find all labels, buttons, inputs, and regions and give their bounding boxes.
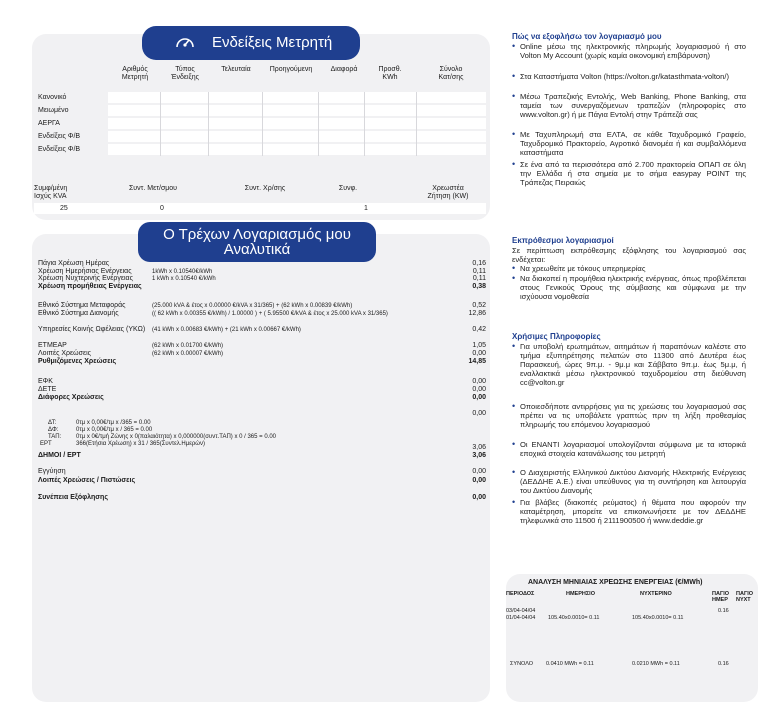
account-line-detail: (25.000 kVA & έτος x 0.00000 €/kVA x 31/365) + (62 kWh x 0.00839 €/kWh) [152, 303, 353, 309]
meter-header: Τελευταία [221, 66, 251, 73]
municipal-formula: 0τμ x 0,00€/τμ x / 365 = 0.00 [76, 427, 153, 433]
info-item: Για βλάβες (διακοπές ρεύματος) ή θέματα που αφορούν την καταμέτρηση, μπορείτε να επικοινωνήσετε με τον ΔΕΔΔΗΕ τηλεφωνικά στο 11500 ή 2111900500 ή www.deddie.gr [520, 498, 746, 525]
bullet-icon: • [512, 263, 516, 273]
account-summary-label: Συνέπεια Εξόφλησης [38, 494, 108, 501]
meter-row-cells [108, 144, 486, 155]
meter-row-cells [108, 92, 486, 103]
meter-grid-line [364, 92, 365, 156]
bullet-icon: • [512, 91, 516, 101]
account-line-value: 0,00 [472, 394, 486, 401]
monthly-period: 03/04-04/04 [506, 608, 536, 614]
account-summary-value: 0,00 [472, 494, 486, 501]
meter-bottom-header: Συνφ. [338, 185, 358, 192]
meter-header: Διαφορά [330, 66, 358, 73]
meter-grid-line [208, 92, 209, 156]
municipal-formula: 0τμ x 0,00€/τμ x /365 = 0.00 [76, 420, 151, 426]
municipal-formula: 366(Ετήσια Χρέωση) x 31 / 365(Συντελ.Ημερών) [76, 441, 205, 447]
account-line-value: 0,00 [472, 350, 486, 357]
monthly-night: 105.40x0.0010= 0.11 [632, 615, 684, 621]
meter-header: Αριθμός Μετρητή [121, 66, 149, 81]
account-summary-value: 0,00 [472, 468, 486, 475]
pay-item: Online μέσω της ηλεκτρονικής πληρωμής λογαριασμού ή στο Volton My Account (χωρίς καμία οικονομική επιβάρυνση) [520, 42, 746, 60]
account-line-value: 0,16 [472, 260, 486, 267]
municipal-code: ΔΦ: [48, 427, 59, 433]
account-summary-value: 3,06 [472, 452, 486, 459]
meter-header: Προηγούμενη [269, 66, 313, 73]
monthly-header: ΠΑΓΙΟ ΝΥΧΤ [736, 591, 754, 603]
info-item: Οποιεσδήποτε αντιρρήσεις για τις χρεώσεις του λογαριασμού σας πρέπει να τις υποβάλετε γραπτώς πριν τη λήξη προθεσμίας πληρωμής του επόμενου λογαριασμού [520, 402, 746, 429]
meter-bottom-header: Συντ. Χρ/σης [244, 185, 286, 192]
account-line-label: ΕΤΜΕΑΡ [38, 342, 67, 349]
meter-row-cells [108, 105, 486, 116]
account-title: Ο Τρέχων Λογαριασμός μου Αναλυτικά [163, 226, 351, 258]
info-item: Ο Διαχειριστής Ελληνικού Δικτύου Διανομής Ηλεκτρικής Ενέργειας (ΔΕΔΔΗΕ Α.Ε.) είναι υπεύθυνος για τη συντήρηση και λειτουργία του Δικτύου Διανομής [520, 468, 746, 495]
meter-bottom-value: 1 [364, 205, 368, 212]
monthly-total-fixed: 0.16 [718, 661, 729, 667]
municipal-code: ΔΤ: [48, 420, 57, 426]
overdue-title: Εκπρόθεσμοι λογαριασμοί [512, 236, 614, 245]
overdue-intro: Σε περίπτωση εκπρόθεσμης εξόφλησης του λογαριασμού σας ενδέχεται: [512, 246, 746, 264]
bullet-icon: • [512, 401, 516, 411]
account-line-detail: (41 kWh x 0.00683 €/kWh) + (21 kWh x 0.00667 €/kWh) [152, 327, 301, 333]
meter-title-pill [142, 26, 360, 60]
account-line-value: 0,11 [472, 268, 486, 275]
bullet-icon: • [512, 497, 516, 507]
municipal-formula: 0τμ x 0€/τμή Ζώνης x 0(παλαιότητα) x 0,000000(συντ.ΤΑΠ) x 0 / 365 = 0.00 [76, 434, 276, 440]
account-line-label: ΕΦΚ [38, 378, 53, 385]
account-line-label: Χρέωση Νυχτερινής Ενέργειας [38, 275, 133, 282]
pay-item: Στα Καταστήματα Volton (https://volton.gr/katasthmata-volton/) [520, 72, 730, 81]
meter-row-label: Μειωμένο [38, 107, 69, 114]
account-line-label: Εθνικό Σύστημα Διανομής [38, 310, 119, 317]
account-line-label: Λοιπές Χρεώσεις [38, 350, 91, 357]
bullet-icon: • [512, 273, 516, 283]
account-line-value: 14,85 [468, 358, 486, 365]
monthly-period: 01/04-04/04 [506, 615, 536, 621]
account-summary-value: 0,00 [472, 477, 486, 484]
ert-value: 3,06 [472, 444, 486, 451]
bullet-icon: • [512, 467, 516, 477]
meter-row-cells [108, 118, 486, 129]
pay-item: Με Ταχυπληρωμή στα ΕΛΤΑ, σε κάθε Ταχυδρομικό Γραφείο, Ταχυδρομικό Πρακτορείο, Αγροτικό διανομέα ή και συμβαλλόμενα καταστήματα [520, 130, 746, 157]
account-line-detail: (( 62 kWh x 0.00355 €/kWh) / 1.00000 ) + ( 5.95500 €/kVA & έτος x 25.000 kVA x 31/365) [152, 311, 388, 317]
meter-bottom-cells [34, 203, 486, 214]
info-title: Χρήσιμες Πληροφορίες [512, 332, 601, 341]
pay-item: Σε ένα από τα περισσότερα από 2.700 πρακτορεία ΟΠΑΠ σε όλη την Ελλάδα ή στα σημεία με το σήμα easypay POINT της Τράπεζας Πειραιώς [520, 160, 746, 187]
account-title-pill [138, 222, 376, 262]
account-line-value: 0,42 [472, 326, 486, 333]
meter-title: Ενδείξεις Μετρητή [212, 34, 333, 51]
monthly-header: ΠΑΓΙΟ ΗΜΕΡ [712, 591, 730, 603]
account-line-value: 0,52 [472, 302, 486, 309]
account-line-detail: 1 kWh x 0.10540 €/kWh [152, 276, 216, 282]
overdue-item: Να χρεωθείτε με τόκους υπερημερίας [520, 264, 646, 273]
meter-grid-line [416, 92, 417, 156]
monthly-total-label: ΣΥΝΟΛΟ [510, 661, 534, 667]
monthly-total-night: 0.0210 MWh = 0.11 [632, 661, 680, 667]
account-summary-label: ΔΗΜΟΙ / ΕΡΤ [38, 452, 81, 459]
bullet-icon: • [512, 341, 516, 351]
account-line-value: 1,05 [472, 342, 486, 349]
account-line-label: Υπηρεσίες Κοινής Ωφέλειας (ΥΚΩ) [38, 326, 146, 333]
meter-header: Σύνολο Κατ/σης [438, 66, 464, 81]
bullet-icon: • [512, 159, 516, 169]
monthly-fixed: 0.16 [718, 608, 729, 614]
meter-row-label: Ενδείξεις Φ/Β [38, 146, 81, 153]
meter-grid-line [160, 92, 161, 156]
meter-header: Τύπος Ένδειξης [171, 66, 199, 81]
account-line-value: 0,11 [472, 275, 486, 282]
account-line-label: Πάγια Χρέωση Ημέρας [38, 260, 110, 267]
account-line-detail: 1kWh x 0.10540€/kWh [152, 269, 213, 275]
account-line-label: Ρυθμιζόμενες Χρεώσεις [38, 358, 117, 365]
meter-row-label: Ενδείξεις Φ/Β [38, 133, 81, 140]
municipal-code: ΤΑΠ: [48, 434, 62, 440]
bullet-icon: • [512, 41, 516, 51]
meter-bottom-value: 25 [60, 205, 68, 212]
meter-grid-line [262, 92, 263, 156]
municipal-code: ΕΡΤ [40, 441, 52, 447]
bullet-icon: • [512, 71, 516, 81]
monthly-day: 105.40x0.0010= 0.11 [548, 615, 600, 621]
monthly-header: ΠΕΡΙΟΔΟΣ [506, 591, 535, 597]
info-item: Οι ΕΝΑΝΤΙ λογαριασμοί υπολογίζονται σύμφωνα με τα ιστορικά εποχικά στοιχεία κατανάλωσης του μετρητή [520, 440, 746, 458]
gauge-icon [174, 32, 196, 54]
meter-bottom-header: Συντ. Μετ/σμου [128, 185, 178, 192]
account-line-value: 0,00 [472, 410, 486, 417]
monthly-header: ΝΥΧΤΕΡΙΝΟ [640, 591, 672, 597]
info-item: Για υποβολή ερωτημάτων, αιτημάτων ή παραπόνων καλέστε στο τμήμα εξυπηρέτησης πελατών στο 11300 από Δευτέρα έως Παρασκευή, ώρες 9π.μ. - 9μ.μ και Σάββατο 9π.μ. έως 5μ.μ, ή εναλλακτικά μέσω ηλεκτρονικού ταχυδρομείου στη διεύθυνση cc@volton.gr [520, 342, 746, 387]
account-line-label: Χρέωση Ημερήσιας Ενέργειας [38, 268, 132, 275]
meter-header: Προσθ. KWh [378, 66, 402, 81]
bullet-icon: • [512, 439, 516, 449]
monthly-total-day: 0.0410 MWh = 0.11 [546, 661, 594, 667]
account-line-value: 0,38 [472, 283, 486, 290]
meter-row-label: ΑΕΡΓΑ [38, 120, 60, 127]
account-summary-label: Λοιπές Χρεώσεις / Πιστώσεις [38, 477, 136, 484]
meter-bottom-header: Χρεωστέα Ζήτηση (KW) [427, 185, 469, 200]
meter-row-cells [108, 131, 486, 142]
meter-row-label: Κανονικό [38, 94, 67, 101]
account-line-detail: (62 kWh x 0.00007 €/kWh) [152, 351, 224, 357]
meter-bottom-value: 0 [160, 205, 164, 212]
account-line-label: Διάφορες Χρεώσεις [38, 394, 104, 401]
account-line-detail: (62 kWh x 0.01700 €/kWh) [152, 343, 224, 349]
monthly-title: ΑΝΑΛΥΣΗ ΜΗΝΙΑΙΑΣ ΧΡΕΩΣΗΣ ΕΝΕΡΓΕΙΑΣ (€/MWh) [528, 579, 703, 586]
account-line-value: 0,00 [472, 378, 486, 385]
meter-grid-line [318, 92, 319, 156]
account-line-label: Χρέωση προμήθειας Ενέργειας [38, 283, 142, 290]
account-line-value: 0,00 [472, 386, 486, 393]
overdue-item: Να διακοπεί η προμήθεια ηλεκτρικής ενέργειας, όπως προβλέπεται στους Γενικούς Όρους της σύμβασης και σύμφωνα με την ισχύουσα νομοθεσία [520, 274, 746, 301]
pay-title: Πώς να εξοφλήσω τον λογαριασμό μου [512, 32, 662, 41]
account-line-value: 12,86 [468, 310, 486, 317]
meter-bottom-header: Συμφ/μένη Ισχύς KVA [34, 185, 68, 200]
account-line-label: Εθνικό Σύστημα Μεταφοράς [38, 302, 126, 309]
monthly-header: ΗΜΕΡΗΣΙΟ [566, 591, 595, 597]
account-summary-label: Εγγύηση [38, 468, 66, 475]
bullet-icon: • [512, 129, 516, 139]
account-line-label: ΔΕΤΕ [38, 386, 57, 393]
pay-item: Μέσω Τραπεζικής Εντολής, Web Banking, Phone Banking, στα ταμεία των συνεργαζόμενων τραπεζών (πληροφορίες στο www.volton.gr) ή με Πάγια Εντολή στην Τράπεζά σας [520, 92, 746, 119]
